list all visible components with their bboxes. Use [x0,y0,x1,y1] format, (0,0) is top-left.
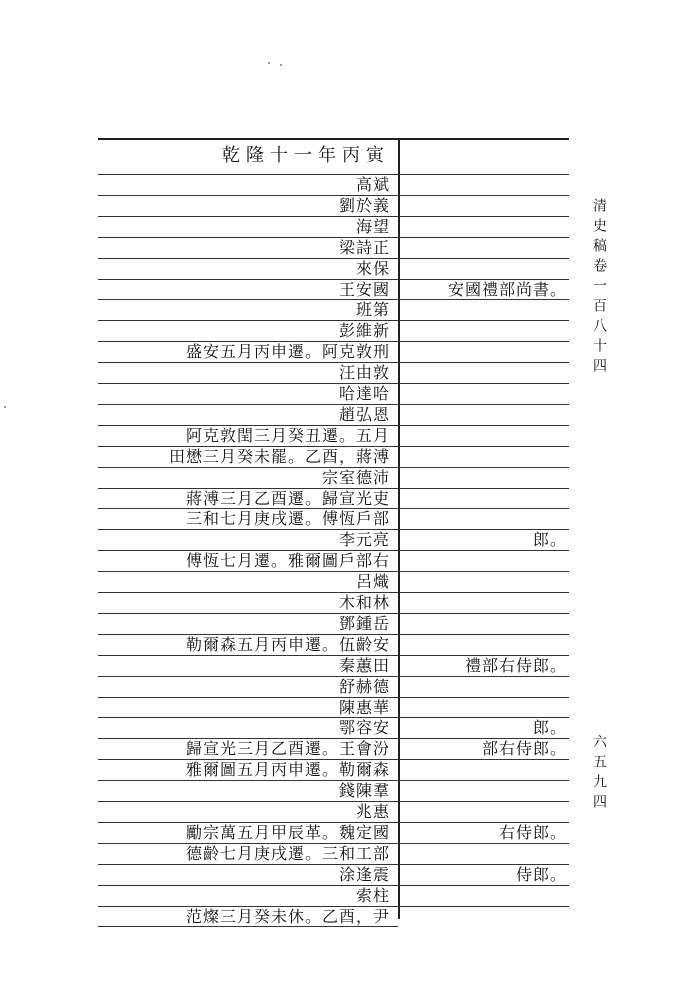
row-right-text: 郎。 [532,718,567,737]
row-main-text: 德齡七月庚戌遷。三和工部 [185,844,390,863]
row-main-text: 傅恆七月遷。雅爾圖戶部右 [185,551,390,570]
row-main-text: 田懋三月癸未罷。乙酉，蔣溥 [168,447,390,466]
row-right-text: 右侍郎。 [498,823,567,842]
row-main-text: 班第 [355,300,390,319]
row-right-text [400,613,567,635]
row-main-text: 梁詩正 [338,238,390,257]
row-right-text: 侍郎。 [515,865,567,884]
row-main-text: 木和林 [338,593,390,612]
row-main-text: 錢陳羣 [338,781,390,800]
row-right-text [400,759,567,781]
row-main-text: 彭維新 [338,321,390,340]
row-main-text: 高斌 [355,175,390,194]
row-right-text [400,341,567,363]
row-right-text: 安國禮部尚書。 [447,280,567,299]
row-right-text [400,801,567,823]
row-main-text: 三和七月庚戌遷。傅恆戶部 [185,509,390,528]
row-right-text [400,550,567,572]
page-number: 六五九四 [591,734,607,814]
row-right-text [400,404,567,426]
row-right-text [400,174,567,196]
row-main-text: 李元亮 [338,530,390,549]
running-title: 清史稿卷一百八十四 [591,198,607,378]
row-main-text: 勒爾森五月丙申遷。伍齡安 [185,635,390,654]
row-main-text: 王安國 [338,280,390,299]
row-main-text: 秦蕙田 [338,656,390,675]
row-right-text [400,843,567,865]
print-speck [280,64,282,66]
table-title: 乾隆十一年丙寅 [222,145,390,166]
table-top-border [98,138,569,140]
row-main-text: 來保 [355,259,390,278]
row-right-text [400,885,567,907]
row-main-text: 雅爾圖五月丙申遷。勒爾森 [185,760,390,779]
row-main-text: 歸宣光三月乙酉遷。王會汾 [185,739,390,758]
row-main-text: 蔣溥三月乙酉遷。歸宣光吏 [185,489,390,508]
row-right-text [400,780,567,802]
row-right-text [400,383,567,405]
row-right-text [400,237,567,259]
row-right-text: 禮部右侍郎。 [464,656,567,675]
row-main-text: 陳惠華 [338,698,390,717]
row-right-text: 部右侍郎。 [481,739,567,758]
row-right-text: 郎。 [532,530,567,549]
row-right-text [400,216,567,238]
row-right-text [400,425,567,447]
row-right-text [400,906,567,928]
row-right-text [400,258,567,280]
print-speck [268,62,270,64]
row-right-text [400,362,567,384]
row-right-text [400,592,567,614]
row-main-text: 舒赫德 [338,677,390,696]
row-main-text: 哈達哈 [338,384,390,403]
row-right-text [400,320,567,342]
row-main-text: 趙弘恩 [338,405,390,424]
print-speck [4,406,6,408]
row-right-text [400,634,567,656]
row-right-text [400,571,567,593]
row-main-text: 汪由敦 [338,363,390,382]
row-right-text [400,299,567,321]
row-main-text: 勵宗萬五月甲辰革。魏定國 [185,823,390,842]
row-main-text: 范燦三月癸未休。乙酉，尹 [185,907,390,926]
row-right-text [400,697,567,719]
row-right-text [400,446,567,468]
row-main-text: 阿克敦閏三月癸丑遷。五月 [185,426,390,445]
row-main-text: 鄧鍾岳 [338,614,390,633]
row-main-text: 索柱 [355,886,390,905]
ministers-table [98,138,569,926]
row-main-text: 宗室德沛 [321,468,390,487]
row-main-text: 兆惠 [355,802,390,821]
row-main-text: 劉於義 [338,196,390,215]
row-right-text [400,676,567,698]
row-main-text: 呂熾 [355,572,390,591]
row-main-text: 涂逢震 [338,865,390,884]
row-right-text [400,467,567,489]
row-right-text [400,488,567,510]
row-main-text: 盛安五月丙申遷。阿克敦刑 [185,342,390,361]
row-right-text [400,195,567,217]
row-right-text [400,508,567,530]
row-main-text: 鄂容安 [338,718,390,737]
row-main-text: 海望 [355,217,390,236]
